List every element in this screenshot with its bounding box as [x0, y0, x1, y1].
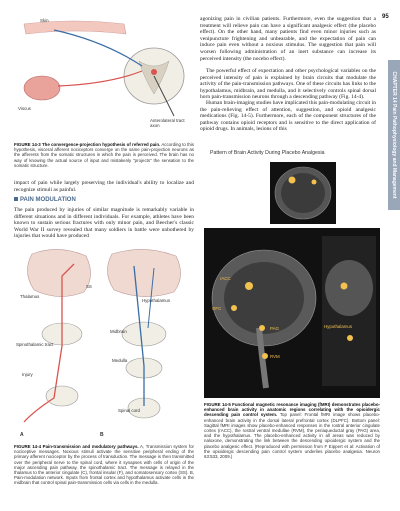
figure-14-4-caption — [14, 444, 194, 486]
figure-14-4-caption-a: A, Transmission system for nociceptive messages. Noxious stimuli activate the sensitive peripheral ending of the primary afferent nociceptor by the process of transduction. The message is then transmitted over the peripheral nerve to the spinal cord, where it synapses with cells of origin of the major ascending pain pathway, the spinothalamic tract. The message is relayed in the thalamus to the anterior cingulate (C), frontal insular (F), and somatosensory cortex (SS). — [14, 444, 194, 476]
figure-14-5-title: Pattern of Brain Activity During Placebo Analgesia — [210, 150, 325, 156]
label-panel-a: A — [20, 432, 24, 438]
figure-14-5-caption — [204, 402, 380, 459]
label-anterolateral-tract: Anterolateral tract axon — [150, 118, 185, 128]
label-medulla: Medulla — [112, 358, 128, 363]
label-skin: Skin — [40, 18, 49, 23]
fmri-activation-spot — [231, 305, 237, 311]
chapter-side-tab-label-wrap — [389, 62, 399, 208]
left-col-paragraph: impact of pain while largely preserving the individual's ability to localize and recognize stimuli as painful. — [14, 180, 194, 193]
fmri-sagittal-panel — [204, 228, 380, 398]
fmri-activation-spot — [347, 335, 353, 341]
label-hypothalamus: Hypothalamus — [142, 298, 171, 303]
section-heading — [14, 197, 76, 203]
section-heading-square-icon — [14, 197, 18, 201]
label-thalamus: Thalamus — [20, 294, 40, 299]
figure-14-4-caption-bold: FIGURE 14-4 Pain-transmission and modulatory pathways. — [14, 444, 139, 449]
label-ss: SS — [86, 284, 92, 289]
right-col-paragraph-2: The powerful effect of expectation and other psychological variables on the perceived intensity of pain is explained by brain circuits that modulate the activity of the pain-transmission pathways. One of these circuits has links to the hypothalamus, midbrain, and medulla, and it selectively controls spinal dorsal horn pain-transmission neurons through a descending pathway (Fig. 14-4). — [200, 68, 376, 101]
figure-14-4-caption-b: B, Pain-modulation network. Inputs from frontal cortex and hypothalamus activate cells in the midbrain that control spinal pain-transmission cells via cells in the medulla. — [14, 470, 194, 486]
fmri-activation-spot — [259, 325, 265, 331]
right-col-paragraph-3: Human brain-imaging studies have implicated this pain-modulating circuit in the pain-relieving effect of attention, suggestion, and opioid analgesic medications (Fig. 14-5). Furthermore, each of the component structures of the pathway contains opioid receptors and is sensitive to the direct application of opioid drugs. In animals, lesions of this — [200, 100, 376, 133]
viscus-shape — [24, 76, 60, 100]
figure-14-3 — [14, 16, 194, 136]
label-pag: PAG — [270, 326, 279, 331]
spinal-cord-section-a — [46, 386, 78, 406]
figure-14-3-caption-text: According to this hypothesis, visceral afferent nociceptors converge on the same pain-projection neurons as the afferents from the somatic structures in which the pain is perceived. The brain has no way of knowing the actual source of input and mistakenly "projects" the sensation to the somatic structure. — [14, 142, 195, 168]
fmri-activation-spot — [289, 177, 296, 184]
label-injury: Injury — [22, 372, 33, 377]
fmri-activation-spot — [262, 353, 268, 359]
right-col-paragraph-1: agonizing pain in civilian patients. Furthermore, even the suggestion that a treatment will relieve pain can have a significant analgesic effect (the placebo effect). On the other hand, many patients find even minor injuries such as venipuncture frightening and unbearable, and the expectation of pain can induce pain even without a noxious stimulus. The suggestion that pain will worsen following administration of an inert substance can increase its perceived intensity (the nocebo effect). — [200, 16, 376, 62]
brain-a-shape — [27, 249, 90, 296]
projection-neuron-dot — [151, 69, 157, 75]
figure-14-5-caption-bold: FIGURE 14-5 Functional magnetic resonance imaging (fMRI) demonstrates placebo-enhanced brain activity in anatomic regions correlating with the opioidergic descending pain control system. — [204, 402, 380, 418]
midbrain-section — [122, 322, 166, 346]
fmri-frontal-image — [270, 162, 336, 224]
label-spinothalamic-tract: Spinothalamic tract — [16, 342, 54, 347]
figure-14-5-caption-text: Top panel: Frontal fMRI image shows placebo-enhanced brain activity in the dorsal lateral prefrontal cortex (DLPFC). Bottom panel: Sagittal fMRI images show placebo-enhanced responses in the rostral anterior cingulate cortex (rACC), the rostral ventral medullae (RVM), the periaqueductal gray (PAG) area, and the hypothalamus. The placebo-enhanced activity in all areas was reduced by naloxone, demonstrating the link between the descending opioidergic system and the placebo analgesic effect. (Reproduced with permission from F Eippert et al: Activation of the opioidergic descending pain control system underlies placebo analgesia. Neuron 63:533, 2009.) — [204, 412, 380, 460]
figure-14-4 — [14, 246, 194, 442]
label-panel-b: B — [100, 432, 104, 438]
chapter-side-tab-label: CHAPTER 14 Pain Pathophysiology and Management — [391, 71, 397, 199]
section-heading-text: PAIN MODULATION — [20, 197, 76, 203]
page-number: 95 — [382, 14, 389, 20]
label-midbrain: Midbrain — [110, 329, 127, 334]
fmri-activation-spot — [245, 282, 253, 290]
fmri-frontal-panel — [270, 162, 336, 224]
fmri-sagittal-images — [204, 228, 380, 398]
label-spinal-cord: Spinal cord — [118, 408, 140, 413]
fmri-activation-spot — [312, 180, 317, 185]
brain-b-shape — [107, 249, 180, 296]
label-rvm: RVM — [270, 354, 280, 359]
fmri-activation-spot — [341, 283, 348, 290]
label-ofc: OFC — [212, 306, 222, 311]
figure-14-3-caption — [14, 142, 194, 168]
label-viscus: Viscus — [18, 106, 31, 111]
section-paragraph: The pain produced by injuries of similar magnitude is remarkably variable in different situations and in different individuals. For example, athletes have been known to sustain serious fractures with only minor pain, and Beecher's classic World War II survey revealed that many soldiers in battle were unbothered by injuries that would have produced — [14, 207, 194, 240]
figure-14-3-caption-bold: FIGURE 14-3 The convergence-projection hypothesis of referred pain. — [14, 142, 161, 147]
label-racc: rACC — [220, 276, 231, 281]
label-hypothalamus-fmri: Hypothalamus — [324, 324, 353, 329]
